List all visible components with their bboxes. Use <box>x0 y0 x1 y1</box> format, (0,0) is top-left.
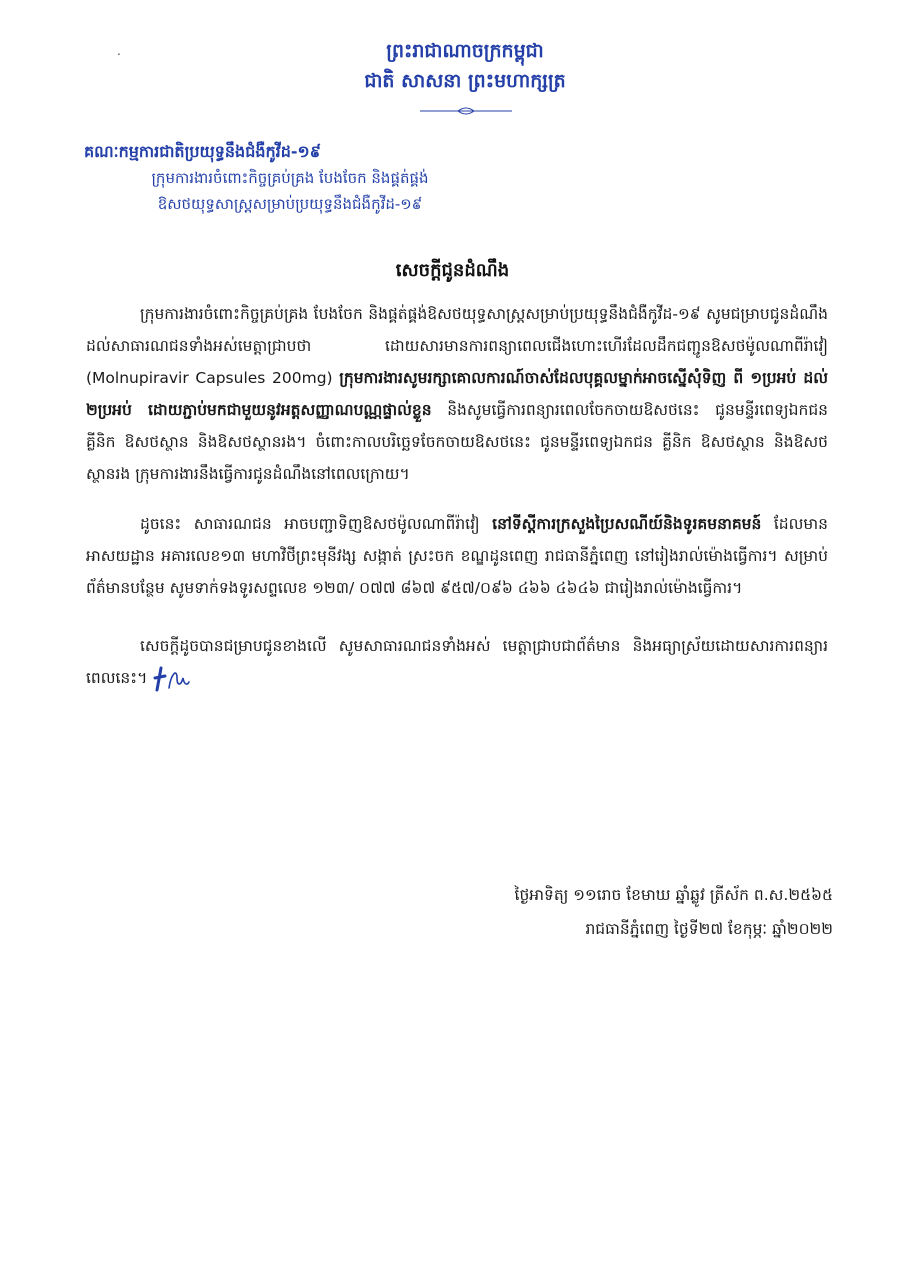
initials-signature-icon <box>151 664 191 694</box>
paragraph-3-text: សេចក្តីដូចបានជម្រាបជូនខាងលើ សូមសាធារណជនទាំងអស់ មេត្តាជ្រាបជាព័ត៌មាន និងអធ្យាស្រ័យដោយសារការពន្យារពេលនេះ។ <box>86 637 828 687</box>
paragraph-2 <box>86 508 828 604</box>
paragraph-1 <box>86 298 828 490</box>
kingdom-header <box>300 36 630 96</box>
document-body <box>86 298 828 712</box>
document-title: សេចក្តីជូនដំណឹង <box>395 260 510 281</box>
lunar-date: ថ្ងៃអាទិត្យ ១១រោច ខែមាឃ ឆ្នាំឆ្លូវ ត្រីស័ក ព.ស.២៥៦៥ <box>514 886 833 904</box>
paragraph-1-text-a: ក្រុមការងារចំពោះកិច្ចគ្រប់គ្រង បែងចែក និងផ្គត់ផ្គង់ឱសថយុទ្ធសាស្ត្រសម្រាប់ប្រយុទ្ធនឹងជំងឺកូវីដ-១៩ សូមជម្រាបជូនដំណឹងដល់សាធារណជនទាំងអស់មេត្តាជ្រាបថា ដោយសារមានការពន្យាពេលជើងហោះហើរដែលដឹកជញ្ជូនឱសថម៉ូលណាពីរ៉ាវៀ (Molnupiravir Capsules 200mg) <box>86 305 828 387</box>
ornament-divider-icon <box>418 106 514 116</box>
committee-name: គណៈកម្មការជាតិប្រយុទ្ធនឹងជំងឺកូវីដ-១៩ <box>84 142 321 161</box>
kingdom-name: ព្រះរាជាណាចក្រកម្ពុជា <box>386 40 544 62</box>
paragraph-2-text-b: ដែលមានអាសយដ្ឋាន អគារលេខ១៣ មហាវិថីព្រះមុនីវង្ស សង្កាត់ ស្រះចក ខណ្ឌដូនពេញ រាជធានីភ្នំពេញ នៅរៀងរាល់ម៉ោងធ្វើការ។ សម្រាប់ព័ត៌មានបន្ថែម សូមទាក់ទងទូរសព្ទលេខ ១២៣/ ០៧៧ ៨៦៧ ៩៥៧/០៩៦ ៤៦៦ ៤៦៤៦ ជារៀងរាល់ម៉ោងធ្វើការ។ <box>86 515 828 597</box>
national-motto: ជាតិ សាសនា ព្រះមហាក្សត្រ <box>364 70 566 92</box>
paragraph-1-text-b: និងសូមធ្វើការពន្យារពេលចែកចាយឱសថនេះ ជូនមន្ទីរពេទ្យឯកជន គ្លីនិក ឱសថស្ថាន និងឱសថស្ថានរង។ ចំពោះកាលបរិច្ឆេទចែកចាយឱសថនេះ ជូនមន្ទីរពេទ្យឯកជន គ្លីនិក ឱសថស្ថាន និងឱសថស្ថានរង ក្រុមការងារនឹងធ្វើការជូនដំណឹងនៅពេលក្រោយ។ <box>86 401 828 483</box>
paragraph-2-bold: នៅទីស្តីការក្រសួងប្រៃសណីយ៍និងទូរគមនាគមន៍ <box>492 515 762 533</box>
working-group-line2: ឱសថយុទ្ធសាស្ត្រសម្រាប់ប្រយុទ្ធនឹងជំងឺកូវីដ-១៩ <box>157 195 423 213</box>
committee-header <box>80 138 500 217</box>
stray-dot: . <box>117 44 121 58</box>
paragraph-2-text-a: ដូចនេះ សាធារណជន អាចបញ្ជាទិញឱសថម៉ូលណាពីរ៉ាវៀ <box>140 515 493 533</box>
date-block <box>515 878 833 946</box>
solar-date: រាជធានីភ្នំពេញ ថ្ងៃទី២៧ ខែកុម្ភៈ ឆ្នាំ២០២២ <box>585 920 833 938</box>
paragraph-1-bold: ក្រុមការងារសូមរក្សាគោលការណ៍ចាស់ដែលបុគ្គលម្នាក់អាចស្នើសុំទិញ ពី ១ប្រអប់ ដល់ ២ប្រអប់ ដោយភ្ជាប់មកជាមួយនូវអត្តសញ្ញាណបណ្ណផ្ទាល់ខ្លួន <box>86 369 828 419</box>
paragraph-3 <box>86 630 828 694</box>
working-group-line1: ក្រុមការងារចំពោះកិច្ចគ្រប់គ្រង បែងចែក និងផ្គត់ផ្គង់ <box>151 169 429 187</box>
